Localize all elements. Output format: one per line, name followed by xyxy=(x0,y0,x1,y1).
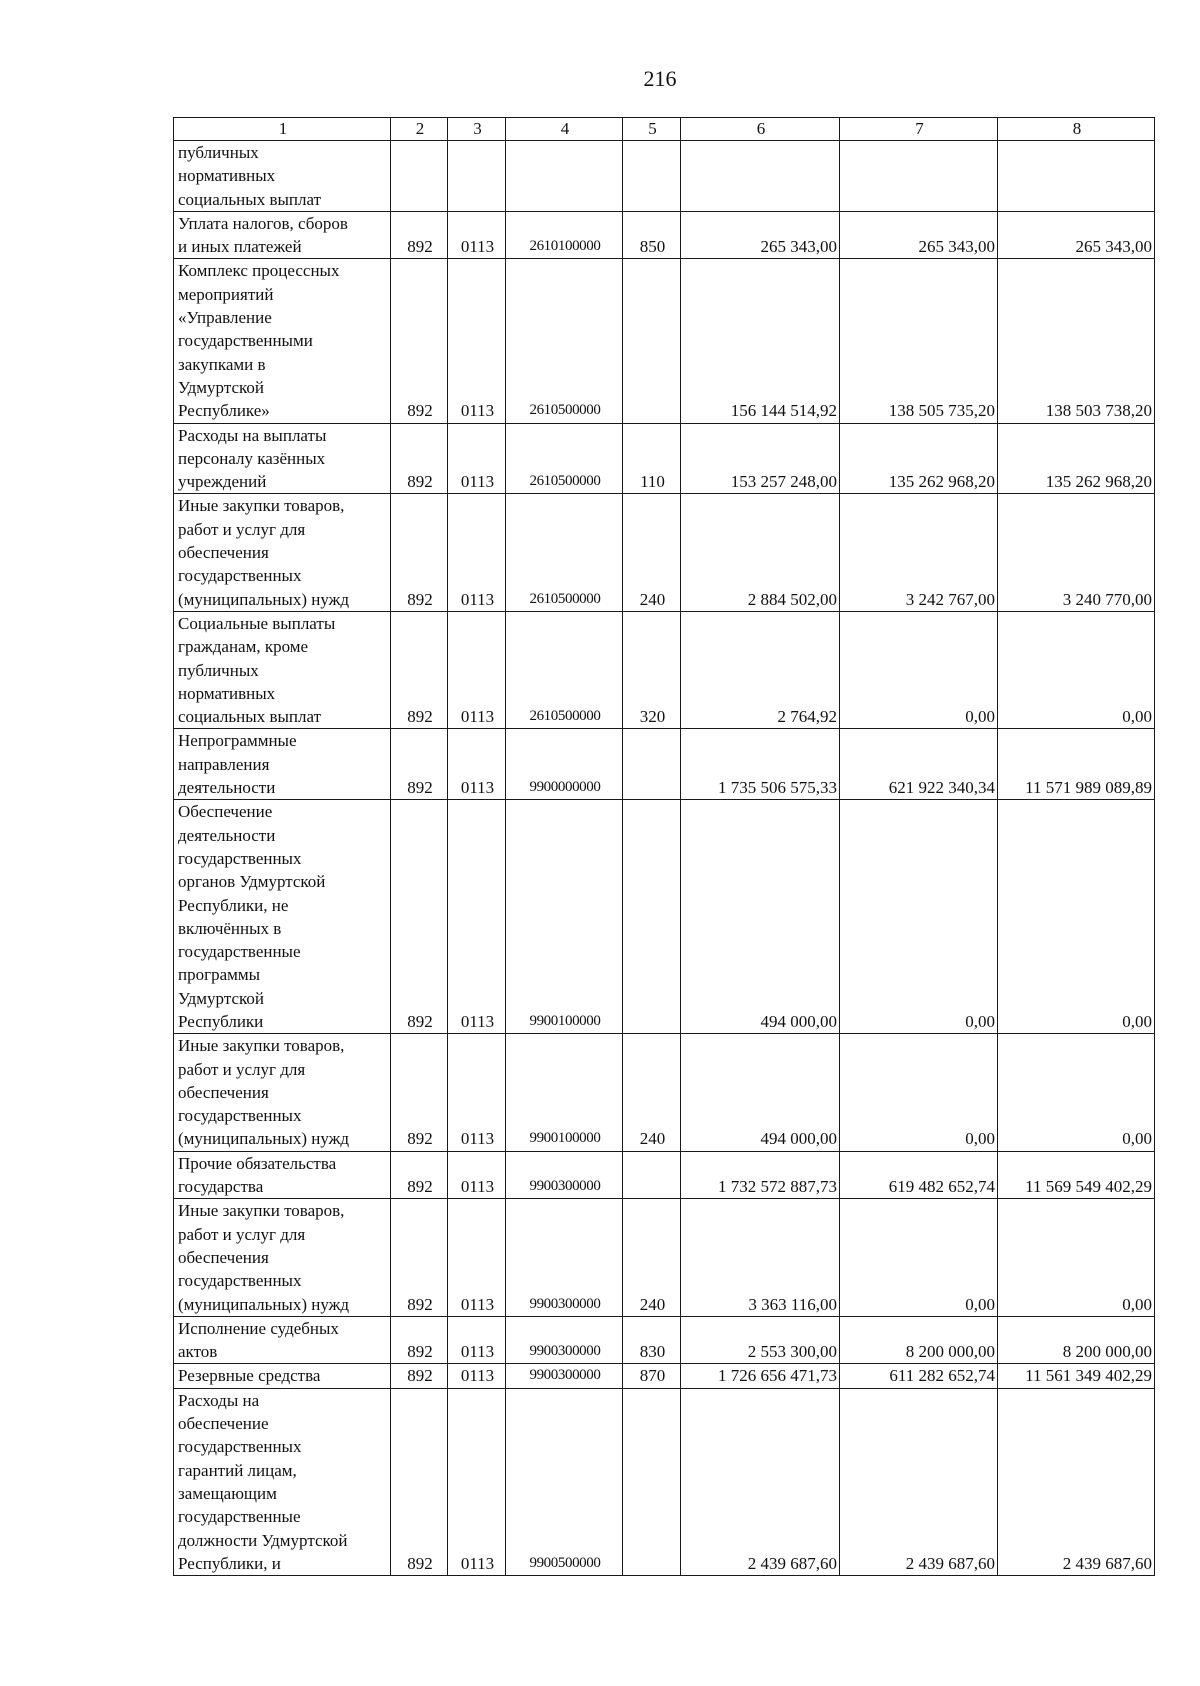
department-code-cell: 892 xyxy=(391,1034,448,1151)
item-name-cell: Иные закупки товаров, работ и услуг для обеспечения государственных (муниципальных) нужд xyxy=(174,1034,391,1151)
amount-col7-cell: 138 505 735,20 xyxy=(840,259,998,423)
header-row xyxy=(174,118,1155,141)
amount-col6-cell: 2 764,92 xyxy=(681,611,840,728)
target-article-cell: 9900300000 xyxy=(506,1364,623,1388)
item-name-cell: Прочие обязательства государства xyxy=(174,1151,391,1199)
item-name-cell: Исполнение судебных актов xyxy=(174,1316,391,1364)
column-header-2: 2 xyxy=(391,118,448,141)
amount-col6-cell: 265 343,00 xyxy=(681,211,840,259)
column-header-1: 1 xyxy=(174,118,391,141)
amount-col8-cell: 11 569 549 402,29 xyxy=(998,1151,1155,1199)
amount-col6-cell: 1 726 656 471,73 xyxy=(681,1364,840,1388)
budget-table xyxy=(173,117,1155,1576)
target-article-cell: 9900100000 xyxy=(506,800,623,1034)
column-header-4: 4 xyxy=(506,118,623,141)
table-row xyxy=(174,1364,1155,1388)
amount-col7-cell: 0,00 xyxy=(840,800,998,1034)
amount-col6-cell: 1 732 572 887,73 xyxy=(681,1151,840,1199)
table-row xyxy=(174,611,1155,728)
section-code-cell: 0113 xyxy=(448,211,506,259)
amount-col8-cell: 11 571 989 089,89 xyxy=(998,729,1155,800)
item-name-cell: Непрограммные направления деятельности xyxy=(174,729,391,800)
amount-col8-cell: 11 561 349 402,29 xyxy=(998,1364,1155,1388)
expense-type-cell: 830 xyxy=(623,1316,681,1364)
section-code-cell xyxy=(448,141,506,212)
target-article-cell xyxy=(506,141,623,212)
target-article-cell: 9900300000 xyxy=(506,1316,623,1364)
department-code-cell: 892 xyxy=(391,1388,448,1575)
amount-col8-cell: 8 200 000,00 xyxy=(998,1316,1155,1364)
column-header-6: 6 xyxy=(681,118,840,141)
amount-col7-cell: 0,00 xyxy=(840,1034,998,1151)
column-header-5: 5 xyxy=(623,118,681,141)
section-code-cell: 0113 xyxy=(448,1151,506,1199)
amount-col7-cell xyxy=(840,141,998,212)
department-code-cell: 892 xyxy=(391,1199,448,1316)
expense-type-cell xyxy=(623,141,681,212)
amount-col8-cell: 0,00 xyxy=(998,611,1155,728)
amount-col7-cell: 0,00 xyxy=(840,1199,998,1316)
item-name-cell: Уплата налогов, сборов и иных платежей xyxy=(174,211,391,259)
expense-type-cell: 110 xyxy=(623,423,681,494)
amount-col7-cell: 135 262 968,20 xyxy=(840,423,998,494)
department-code-cell: 892 xyxy=(391,259,448,423)
amount-col8-cell xyxy=(998,141,1155,212)
section-code-cell: 0113 xyxy=(448,1388,506,1575)
section-code-cell: 0113 xyxy=(448,1316,506,1364)
target-article-cell: 9900000000 xyxy=(506,729,623,800)
table-row xyxy=(174,423,1155,494)
table-row xyxy=(174,1316,1155,1364)
item-name-cell: Расходы на обеспечение государственных гарантий лицам, замещающим государственные должности Удмуртской Республики, и xyxy=(174,1388,391,1575)
target-article-cell: 2610500000 xyxy=(506,259,623,423)
department-code-cell: 892 xyxy=(391,423,448,494)
department-code-cell: 892 xyxy=(391,1151,448,1199)
amount-col7-cell: 3 242 767,00 xyxy=(840,494,998,611)
section-code-cell: 0113 xyxy=(448,1034,506,1151)
section-code-cell: 0113 xyxy=(448,494,506,611)
item-name-cell: публичных нормативных социальных выплат xyxy=(174,141,391,212)
table-row xyxy=(174,259,1155,423)
item-name-cell: Социальные выплаты гражданам, кроме публичных нормативных социальных выплат xyxy=(174,611,391,728)
amount-col7-cell: 265 343,00 xyxy=(840,211,998,259)
department-code-cell: 892 xyxy=(391,211,448,259)
target-article-cell: 2610500000 xyxy=(506,494,623,611)
section-code-cell: 0113 xyxy=(448,729,506,800)
expense-type-cell: 240 xyxy=(623,1034,681,1151)
section-code-cell: 0113 xyxy=(448,259,506,423)
amount-col6-cell: 2 884 502,00 xyxy=(681,494,840,611)
expense-type-cell: 850 xyxy=(623,211,681,259)
amount-col8-cell: 3 240 770,00 xyxy=(998,494,1155,611)
section-code-cell: 0113 xyxy=(448,423,506,494)
expense-type-cell xyxy=(623,1388,681,1575)
amount-col8-cell: 0,00 xyxy=(998,1034,1155,1151)
amount-col8-cell: 0,00 xyxy=(998,1199,1155,1316)
department-code-cell: 892 xyxy=(391,494,448,611)
table-row xyxy=(174,494,1155,611)
section-code-cell: 0113 xyxy=(448,800,506,1034)
target-article-cell: 2610500000 xyxy=(506,423,623,494)
amount-col7-cell: 8 200 000,00 xyxy=(840,1316,998,1364)
amount-col8-cell: 135 262 968,20 xyxy=(998,423,1155,494)
section-code-cell: 0113 xyxy=(448,1199,506,1316)
expense-type-cell xyxy=(623,800,681,1034)
expense-type-cell: 320 xyxy=(623,611,681,728)
amount-col6-cell: 1 735 506 575,33 xyxy=(681,729,840,800)
item-name-cell: Иные закупки товаров, работ и услуг для обеспечения государственных (муниципальных) нужд xyxy=(174,494,391,611)
table-row xyxy=(174,1388,1155,1575)
amount-col7-cell: 0,00 xyxy=(840,611,998,728)
expense-type-cell: 240 xyxy=(623,1199,681,1316)
target-article-cell: 9900100000 xyxy=(506,1034,623,1151)
amount-col7-cell: 611 282 652,74 xyxy=(840,1364,998,1388)
section-code-cell: 0113 xyxy=(448,1364,506,1388)
column-header-7: 7 xyxy=(840,118,998,141)
table-row xyxy=(174,211,1155,259)
table-row xyxy=(174,800,1155,1034)
amount-col8-cell: 265 343,00 xyxy=(998,211,1155,259)
table-header xyxy=(174,118,1155,141)
department-code-cell: 892 xyxy=(391,729,448,800)
item-name-cell: Расходы на выплаты персоналу казённых учреждений xyxy=(174,423,391,494)
amount-col6-cell: 156 144 514,92 xyxy=(681,259,840,423)
expense-type-cell xyxy=(623,259,681,423)
amount-col6-cell: 153 257 248,00 xyxy=(681,423,840,494)
department-code-cell xyxy=(391,141,448,212)
expense-type-cell xyxy=(623,1151,681,1199)
item-name-cell: Резервные средства xyxy=(174,1364,391,1388)
department-code-cell: 892 xyxy=(391,1364,448,1388)
expense-type-cell: 870 xyxy=(623,1364,681,1388)
amount-col8-cell: 2 439 687,60 xyxy=(998,1388,1155,1575)
amount-col7-cell: 2 439 687,60 xyxy=(840,1388,998,1575)
amount-col7-cell: 619 482 652,74 xyxy=(840,1151,998,1199)
amount-col6-cell: 2 439 687,60 xyxy=(681,1388,840,1575)
department-code-cell: 892 xyxy=(391,1316,448,1364)
table-body xyxy=(174,141,1155,1576)
target-article-cell: 9900500000 xyxy=(506,1388,623,1575)
page-number: 216 xyxy=(643,66,677,91)
amount-col6-cell xyxy=(681,141,840,212)
table-row xyxy=(174,1151,1155,1199)
amount-col6-cell: 494 000,00 xyxy=(681,1034,840,1151)
amount-col6-cell: 2 553 300,00 xyxy=(681,1316,840,1364)
table-row xyxy=(174,1034,1155,1151)
target-article-cell: 9900300000 xyxy=(506,1199,623,1316)
table-row xyxy=(174,1199,1155,1316)
amount-col8-cell: 138 503 738,20 xyxy=(998,259,1155,423)
department-code-cell: 892 xyxy=(391,611,448,728)
table-row xyxy=(174,729,1155,800)
amount-col8-cell: 0,00 xyxy=(998,800,1155,1034)
amount-col7-cell: 621 922 340,34 xyxy=(840,729,998,800)
expense-type-cell: 240 xyxy=(623,494,681,611)
item-name-cell: Комплекс процессных мероприятий «Управление государственными закупками в Удмуртской Республике» xyxy=(174,259,391,423)
target-article-cell: 2610100000 xyxy=(506,211,623,259)
amount-col6-cell: 3 363 116,00 xyxy=(681,1199,840,1316)
item-name-cell: Иные закупки товаров, работ и услуг для обеспечения государственных (муниципальных) нужд xyxy=(174,1199,391,1316)
column-header-3: 3 xyxy=(448,118,506,141)
section-code-cell: 0113 xyxy=(448,611,506,728)
amount-col6-cell: 494 000,00 xyxy=(681,800,840,1034)
item-name-cell: Обеспечение деятельности государственных органов Удмуртской Республики, не включённых в государственные программы Удмуртской Республики xyxy=(174,800,391,1034)
expense-type-cell xyxy=(623,729,681,800)
department-code-cell: 892 xyxy=(391,800,448,1034)
column-header-8: 8 xyxy=(998,118,1155,141)
target-article-cell: 9900300000 xyxy=(506,1151,623,1199)
table-row xyxy=(174,141,1155,212)
target-article-cell: 2610500000 xyxy=(506,611,623,728)
